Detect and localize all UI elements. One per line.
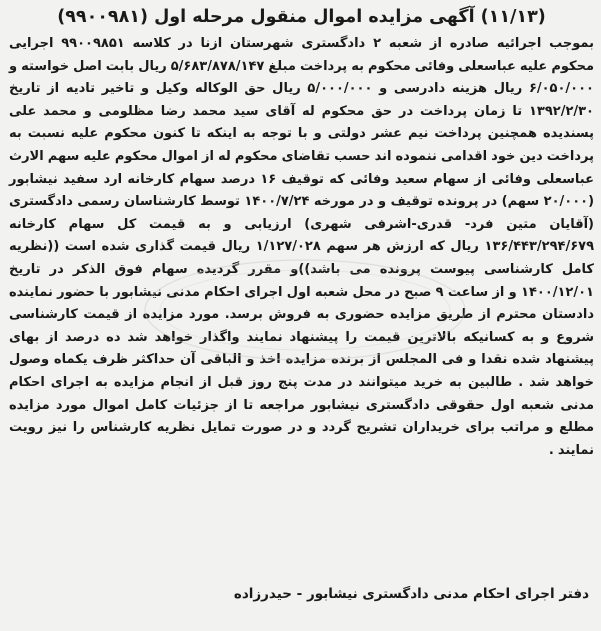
notice-title: (۱۱/۱۳) آگهی مزایده اموال منقول مرحله اول (۹۹۰۰۹۸۱) [57, 7, 546, 27]
notice-body: بموجب اجرائیه صادره از شعبه ۲ دادگستری شهرستان ازنا در کلاسه ۹۹۰۰۹۸۵۱ اجرایی محکوم علیه عباسعلی وفائی محکوم به پرداخت مبلغ ۵/۶۸۳/۸۷۸/۱۴۷ ریال بابت اصل خواسته و ۶/۰۵۰/۰۰۰ ریال هزینه دادرسی و ۵/۰۰۰/۰۰۰ ریال حق الوکاله وکیل و تاخیر تادیه از تاریخ ۱۳۹۲/۲/۳۰ تا زمان پرداخت در حق محکوم له آقای سید محمد رضا مظلومی و محمد علی پسندیده همچنین پرداخت نیم عشر دولتی و با توجه به اینکه تا کنون محکوم علیه نسبت به پرداخت دین خود اقدامی ننموده اند حسب تقاضای محکوم له از اموال محکوم علیه سهم الارث عباسعلی وفائی از سهام سعید وفائی که توقیف ۱۶ درصد سهام کارخانه ارد سفید نیشابور (۲۰/۰۰۰ سهم) در پرونده توقیف و در مورخه ۱۴۰۰/۷/۲۴ توسط کارشناسان رسمی دادگستری (آقایان متین فرد- قدری-اشرفی شهری) ارزیابی و به قیمت کل سهام کارخانه ۱۳۶/۴۴۳/۲۹۴/۶۷۹ ریال که ارزش هر سهم ۱/۱۲۷/۰۲۸ ریال قیمت گذاری شده است ((نظریه کامل کارشناسی پیوست پرونده می باشد))و مقرر گردیده سهام فوق الذکر در تاریخ ۱۴۰۰/۱۲/۰۱ و از ساعت ۹ صبح در محل شعبه اول اجرای احکام مدنی نیشابور با حضور نماینده دادستان محترم از طریق مزایده حضوری به فروش برسد. مورد مزایده از قیمت کارشناسی شروع و به کسانیکه بالاترین قیمت را پیشنهاد نمایند واگذار خواهد شد ده درصد از بهای پیشنهاد شده نقدا و فی المجلس از برنده مزایده اخذ و الباقی آن حداکثر ظرف یکماه وصول خواهد شد . طالبین به خرید میتوانند در مدت پنج روز قبل از انجام مزایده به اجرای احکام مدنی شعبه اول حقوقی دادگستری نیشابور مراجعه تا از جزئیات کامل اموال مورد مزایده مطلع و مراتب برای خریداران تشریح گردد و در صورت تمایل نظریه کارشناس را نیز رویت نمایند . [9, 36, 595, 458]
notice-signature: دفتر اجرای احکام مدنی دادگستری نیشابور - حیدرزاده [233, 586, 589, 602]
